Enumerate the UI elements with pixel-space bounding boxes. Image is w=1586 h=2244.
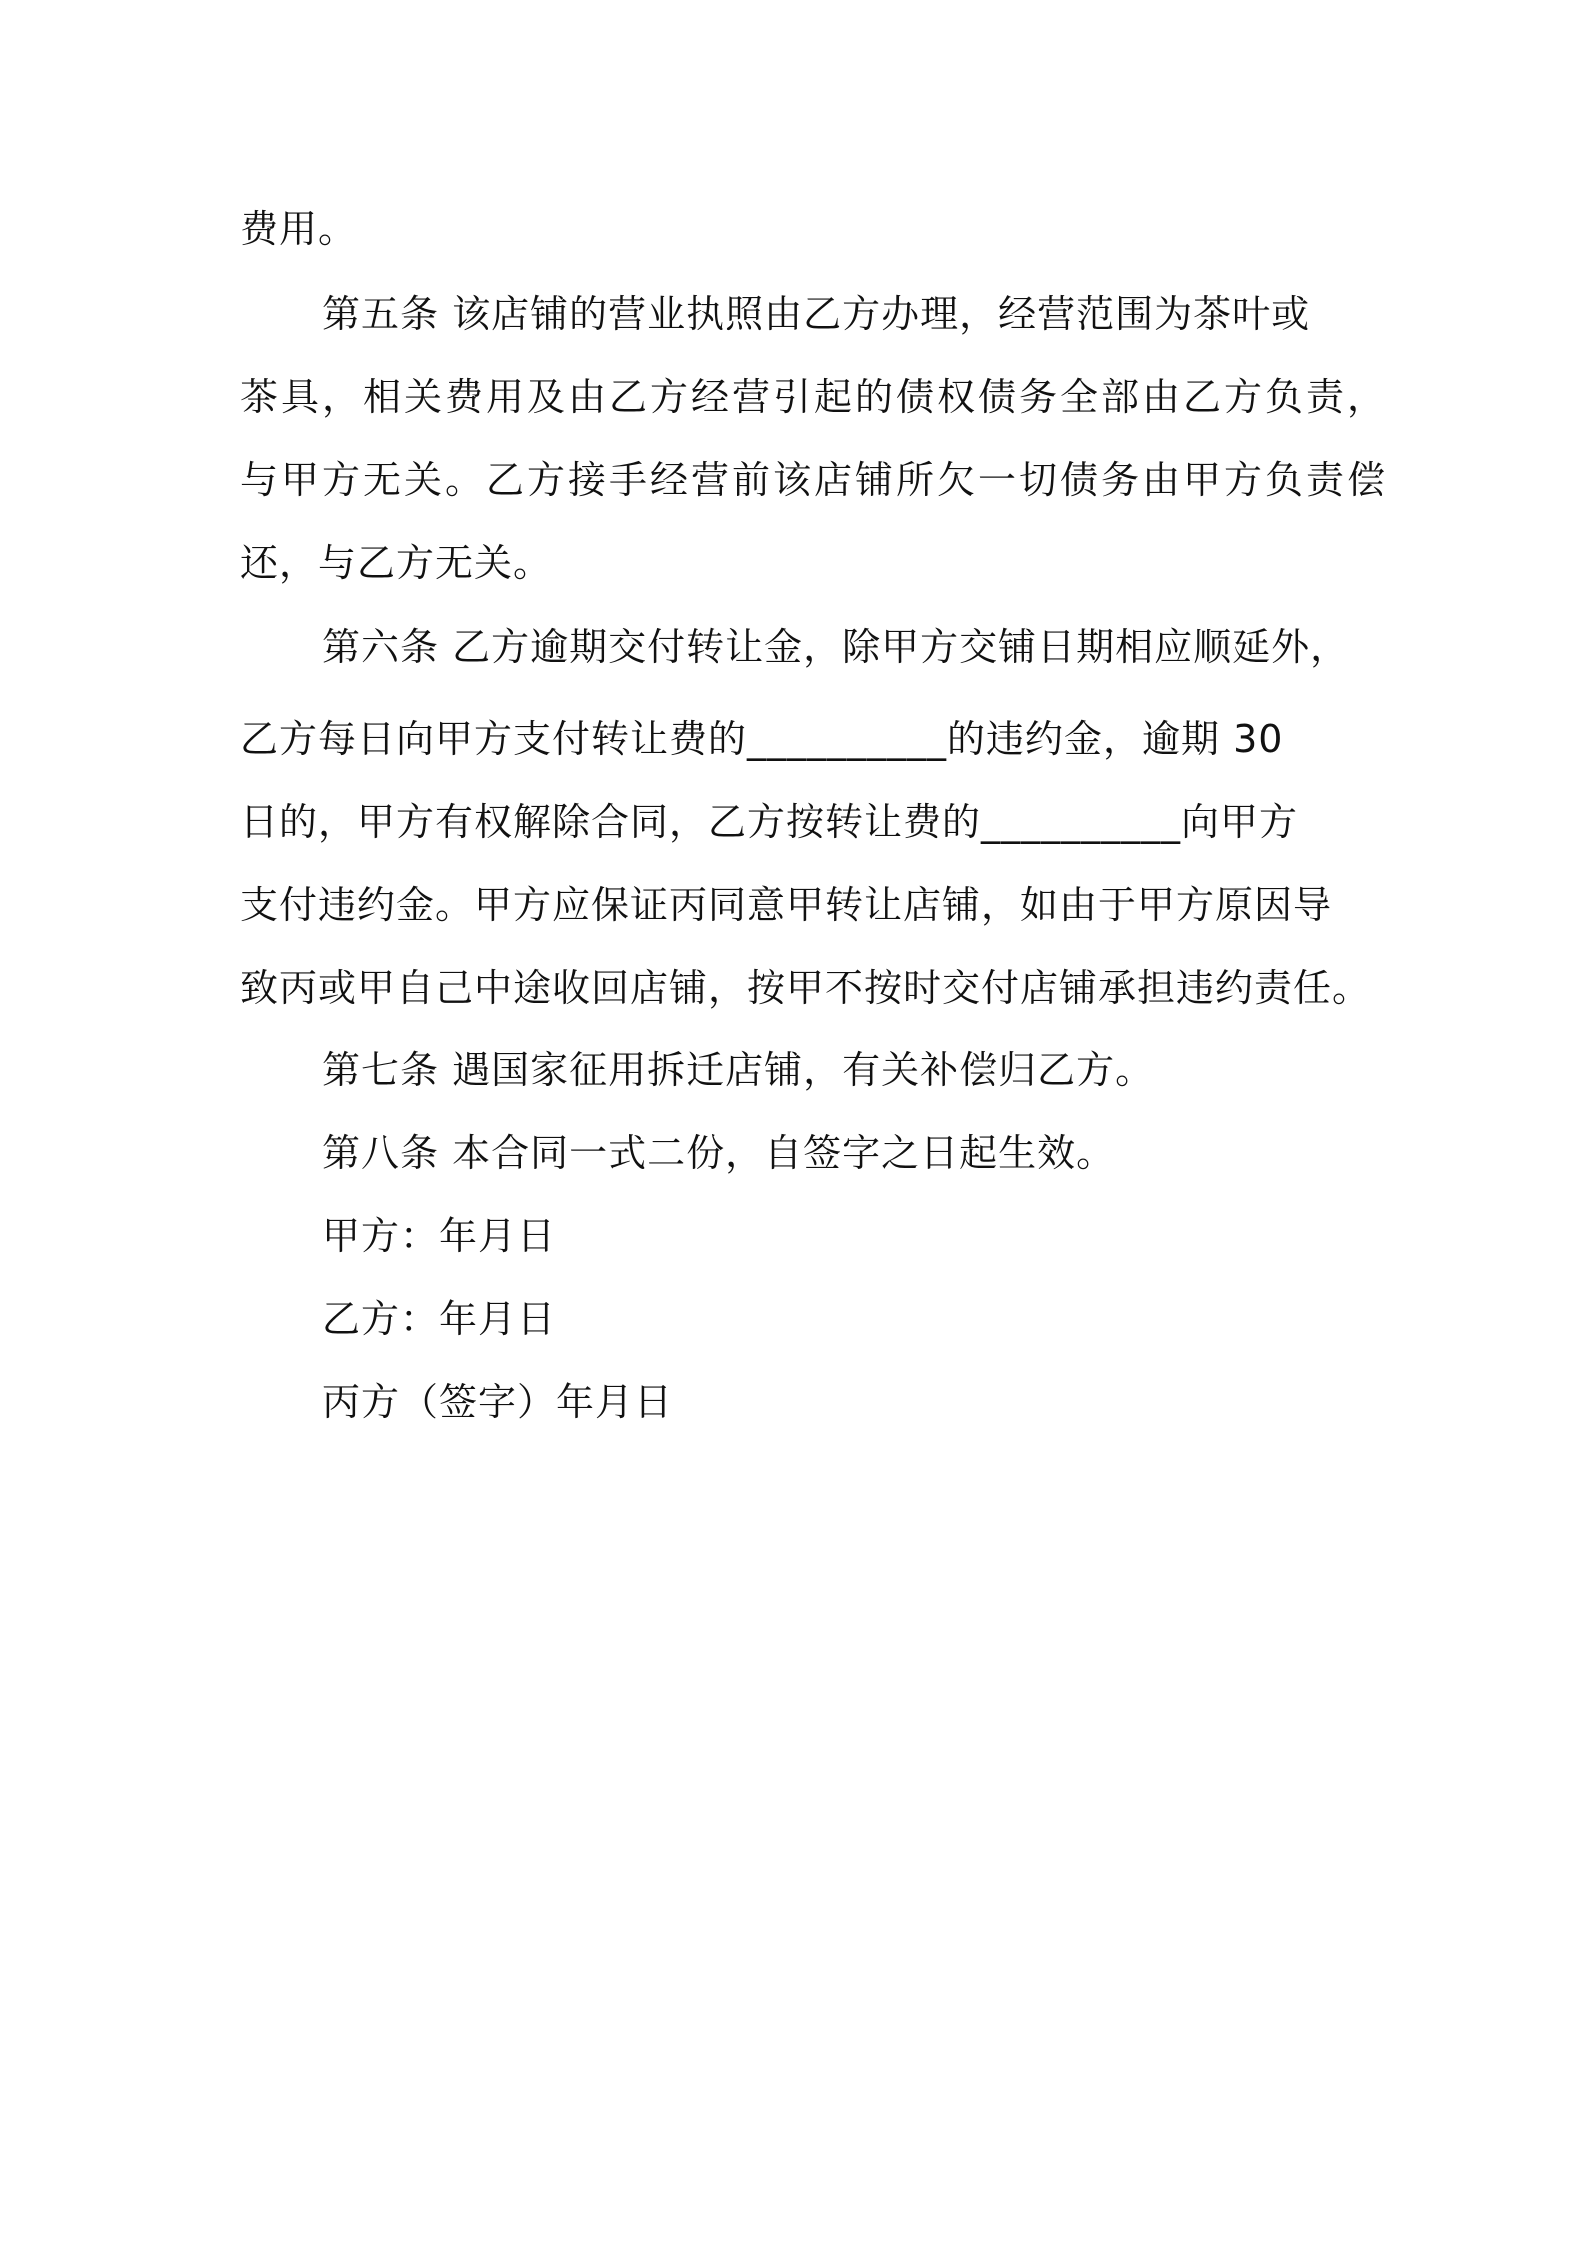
article-5-line-1: 第五条 该店铺的营业执照由乙方办理，经营范围为茶叶或 [322,292,1311,336]
article-6-line-2: 乙方每日向甲方支付转让费的__________的违约金，逾期 30 [240,717,1284,761]
text-line-1: 费用。 [240,207,358,251]
article-6-line-3: 日的，甲方有权解除合同，乙方按转让费的__________向甲方 [240,800,1299,844]
article-6-line-5: 致丙或甲自己中途收回店铺，按甲不按时交付店铺承担违约责任。 [240,966,1372,1010]
article-7: 第七条 遇国家征用拆迁店铺，有关补偿归乙方。 [322,1048,1155,1092]
article-5-line-4: 还，与乙方无关。 [240,541,553,585]
signature-party-c: 丙方（签字）年月日 [322,1380,674,1424]
article-8: 第八条 本合同一式二份，自签字之日起生效。 [322,1131,1116,1175]
signature-party-a: 甲方：年月日 [322,1214,557,1258]
article-5-line-2: 茶具，相关费用及由乙方经营引起的债权债务全部由乙方负责， [240,375,1389,419]
article-5-line-3: 与甲方无关。乙方接手经营前该店铺所欠一切债务由甲方负责偿 [240,458,1389,502]
article-6-line-1: 第六条 乙方逾期交付转让金，除甲方交铺日期相应顺延外， [322,625,1350,669]
article-6-line-4: 支付违约金。甲方应保证丙同意甲转让店铺，如由于甲方原因导 [240,883,1333,927]
signature-party-b: 乙方：年月日 [322,1297,557,1341]
